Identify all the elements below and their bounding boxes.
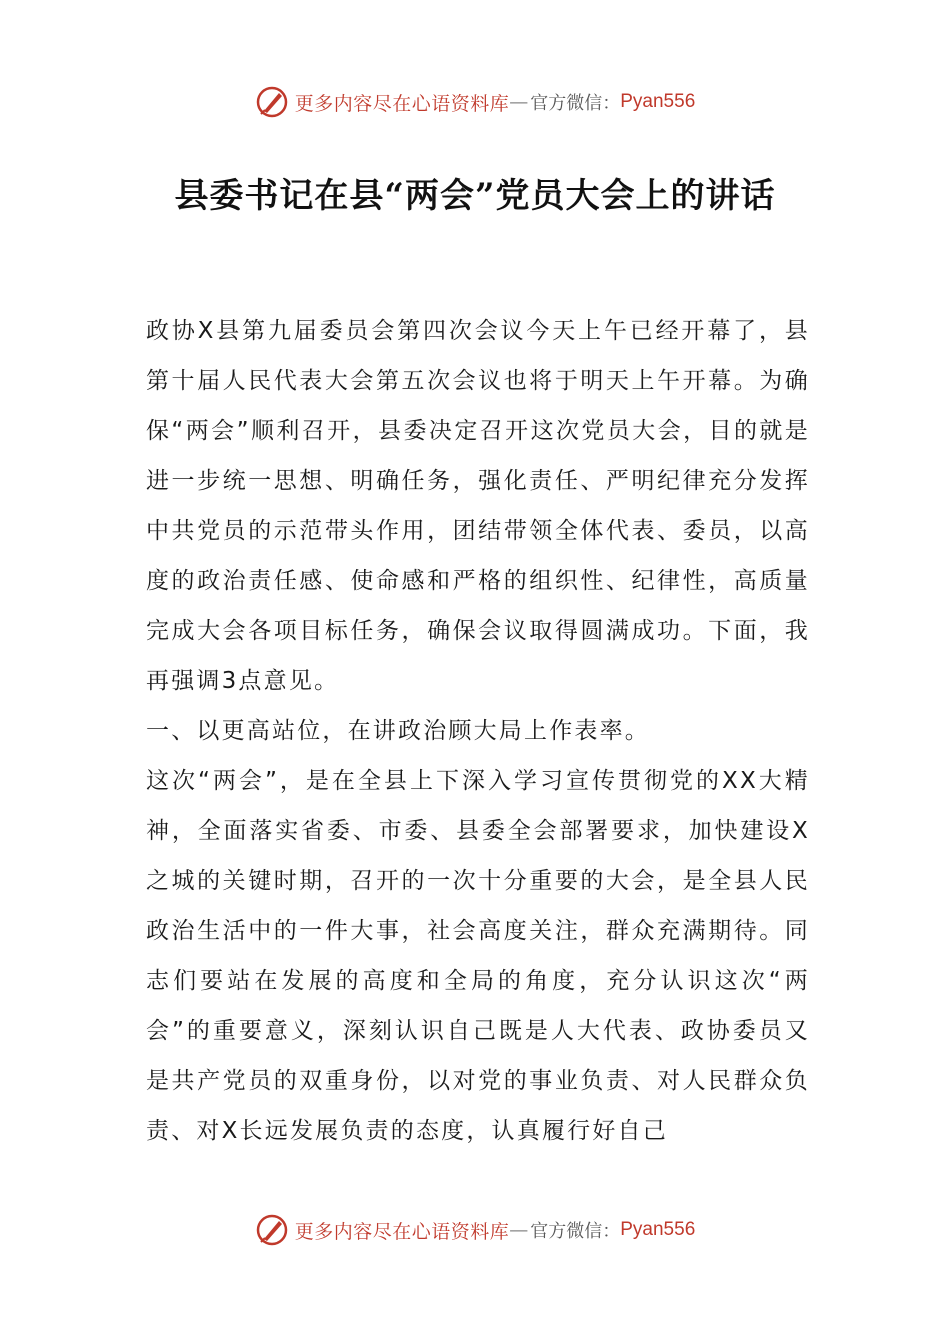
banner-label: 官方微信： [530, 93, 621, 114]
header-banner [0, 82, 950, 122]
banner-text: 更多内容尽在心语资料库 [294, 1220, 510, 1243]
document-title: 县委书记在县“两会”党员大会上的讲话 [174, 176, 776, 216]
document-body [146, 306, 810, 1156]
footer-banner [0, 1210, 950, 1250]
banner-separator: — [509, 1219, 529, 1241]
banner-text: 更多内容尽在心语资料库 [294, 92, 510, 115]
banner-wechat: Pyan556 [620, 91, 696, 112]
banner-separator: — [509, 91, 529, 113]
quill-logo-icon [255, 1213, 289, 1247]
paragraph: 这次“两会”，是在全县上下深入学习宣传贯彻党的XX大精神，全面落实省委、市委、县委全会部署要求，加快建设X之城的关键时期，召开的一次十分重要的大会，是全县人民政治生活中的一件大事，社会高度关注，群众充满期待。同志们要站在发展的高度和全局的角度，充分认识这次“两会”的重要意义，深刻认识自己既是人大代表、政协委员又是共产党员的双重身份，以对党的事业负责、对人民群众负责、对X长远发展负责的态度，认真履行好自己 [146, 768, 810, 1144]
section-heading: 一、以更高站位，在讲政治顾大局上作表率。 [146, 718, 650, 744]
banner-wechat: Pyan556 [620, 1219, 696, 1240]
paragraph: 政协X县第九届委员会第四次会议今天上午已经开幕了，县第十届人民代表大会第五次会议也将于明天上午开幕。为确保“两会”顺利召开，县委决定召开这次党员大会，目的就是进一步统一思想、明确任务，强化责任、严明纪律充分发挥中共党员的示范带头作用，团结带领全体代表、委员，以高度的政治责任感、使命感和严格的组织性、纪律性，高质量完成大会各项目标任务，确保会议取得圆满成功。下面，我再强调3点意见。 [146, 318, 810, 694]
banner-label: 官方微信： [530, 1221, 621, 1242]
quill-logo-icon [255, 85, 289, 119]
